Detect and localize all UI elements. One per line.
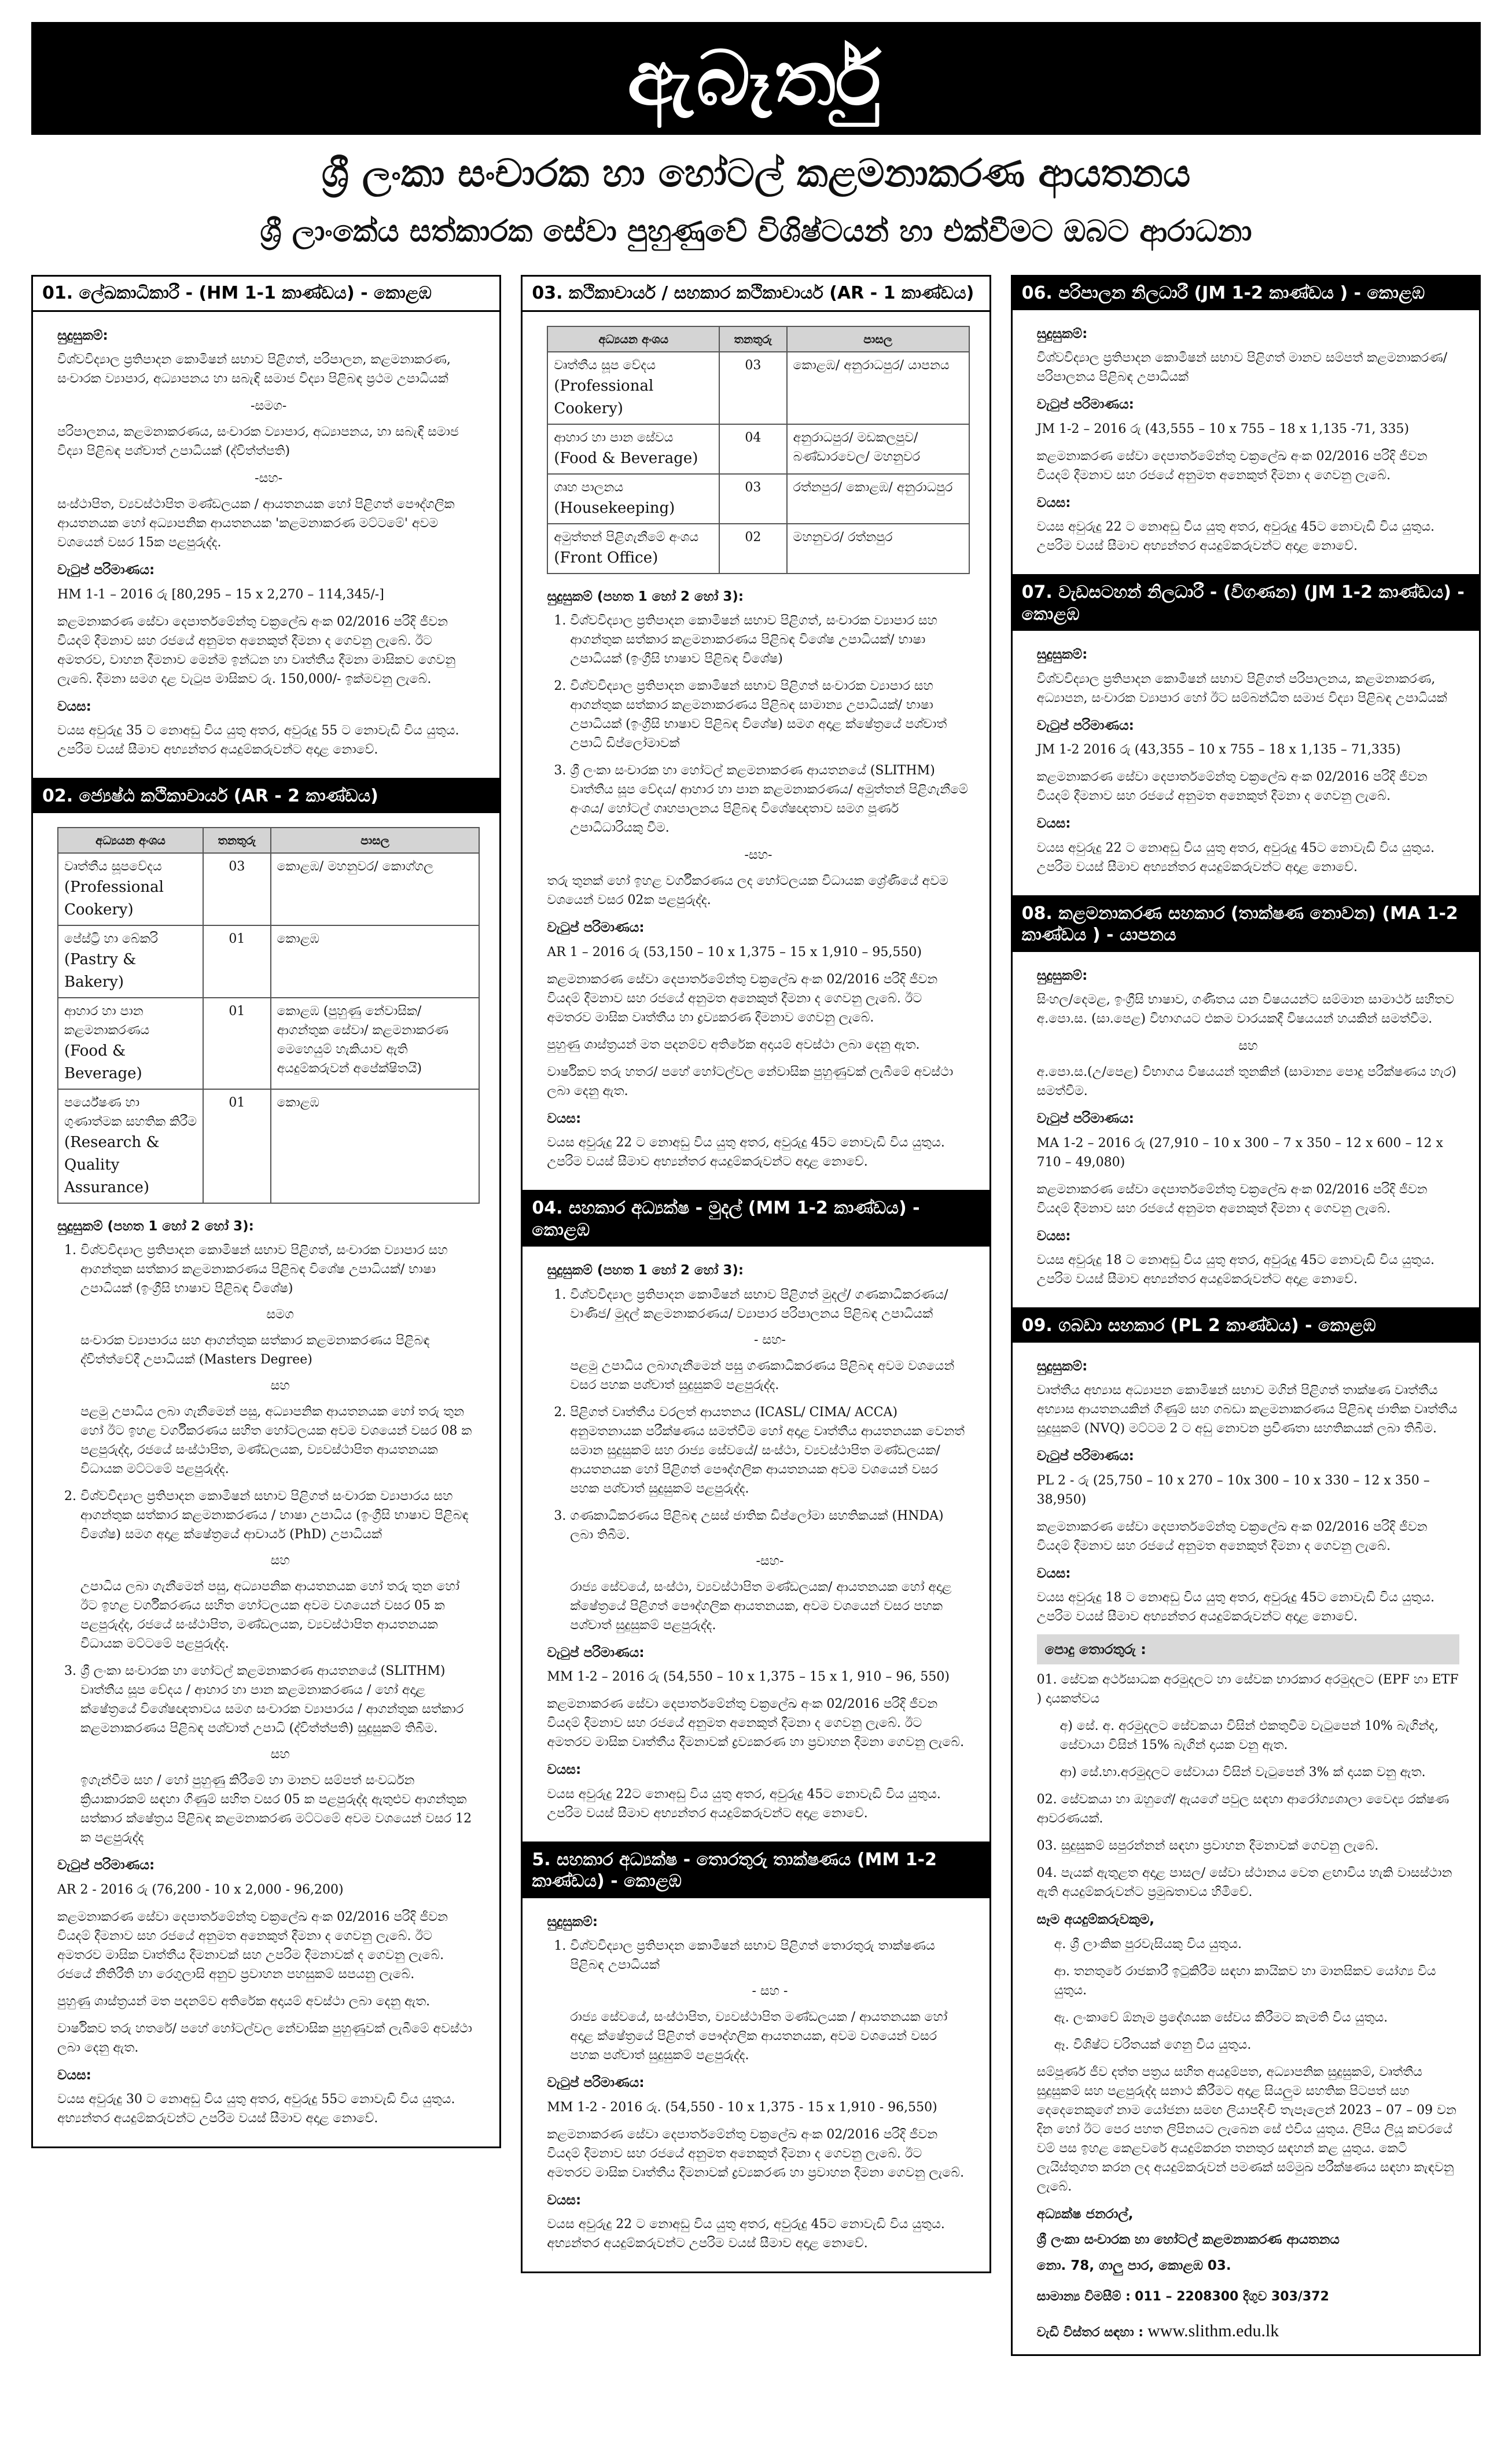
dept-en: (Front Office): [554, 549, 658, 567]
general-item: 02. සේවකයා හා ඔහුගේ/ ඇයගේ පවුල සඳහා ආරෝග්‍යශාලා වෛද්‍ය රක්ෂණ ආවරණයක්.: [1036, 1792, 1450, 1826]
salary-scale: AR 1 – 2016 රු (53,150 – 10 x 1,375 – 15 x 1,910 – 95,550): [547, 944, 922, 960]
separator: සහ: [270, 1379, 290, 1393]
separator: - සහ -: [752, 1984, 788, 1998]
vacancy-heading: 5. සහකාර අධ්‍යක්ෂ - තොරතුරු තාක්ෂණය (MM 1-2 කාණ්ඩය) - කොළඹ: [523, 1843, 989, 1898]
text: වාර්ෂිකව තරු හතර/ පහේ හෝටල්වල නේවාසික පුහුණුවක් ලැබීමේ අවස්ථා ලබා දෙනු ඇත.: [547, 1064, 954, 1098]
qualification-list: [57, 1241, 480, 1847]
text: කළමනාකරණ සේවා දෙපාර්තමේන්තු චක්‍රලේඛ අංක 02/2016 පරිදි ජීවන වියදම් දීමනාව සහ රජයේ අනුමත අනෙකුත් දීමනා ද ගෙවනු ලැබේ. ඊට අමතරව මාසික වෘත්තීය දීමනාවක් සහ උපරිම දීමනාවක් ද ගෙවනු ලැබේ. රජයේ නීතිරීති හා රෙගුලාසි අනුව ප්‍රවාහන පහසුකම් සපයනු ලැබේ.: [57, 1909, 448, 1982]
age-title: වයස:: [1036, 1228, 1071, 1244]
qualifications-title: සුදුසුකම්:: [1036, 647, 1088, 662]
posts: 03: [719, 474, 787, 524]
dept-si: ආහාර හා පාන සේවය: [554, 430, 674, 445]
qualifications-title: සුදුසුකම්:: [1036, 1358, 1088, 1374]
salary-title: වැටුප් පරිමාණය:: [1036, 1111, 1134, 1126]
vacancy-heading: 06. පරිපාලන නිලධාරී (JM 1-2 කාණ්ඩය ) - කොළඹ: [1013, 277, 1479, 310]
age-title: වයස:: [57, 2067, 91, 2083]
list-item: 1. විශ්වවිද්‍යාල ප්‍රතිපාදන කොමිෂන් සභාව පිළිගත්, සංචාරක ව්‍යාපාර සහ ආගන්තුක සත්කාර කළමනාකරණය පිළිබඳ විශේෂ උපාධියක්/ භාෂා උපාධියක් (ඉංග්‍රීසි භාෂාව පිළිබඳ විශේෂ): [570, 611, 969, 668]
dept-si: අමුත්තන් පිළිගැනීමේ අංශය: [554, 530, 699, 545]
salary-scale: MM 1-2 - 2016 රු. (54,550 - 10 x 1,375 - 15 x 1,910 - 96,550): [547, 2100, 937, 2115]
signatory-org: ශ්‍රී ලංකා සංචාරක හා හෝටල් කළමනාකරණ ආයතනය: [1036, 2232, 1340, 2247]
qualifications-title: සුදුසුකම් (පහත 1 හෝ 2 හෝ 3):: [57, 1218, 254, 1234]
text: කළමනාකරණ සේවා දෙපාර්තමේන්තු චක්‍රලේඛ අංක 02/2016 පරිදි ජීවන වියදම් දීමනාව සහ රජයේ අනුමත අනෙකුත් දීමනා ද ගෙවනු ලැබේ. ඊට අමතරව, වාහන දීමනාව මෙන්ම ඉන්ධන හා වෘත්තීය දීමනා මාසිකව ගෙවනු ලැබේ. දීමනා සමග දළ වැටුප මාසිකව රු. 150,000/- ඉක්මවනු ලැබේ.: [57, 614, 456, 686]
organization-name: ශ්‍රී ලංකා සංචාරක හා හෝටල් කළමනාකරණ ආයතනය: [321, 151, 1191, 196]
age-text: වයස අවුරුදු 35 ට නොඅඩු විය යුතු අතර, අවුරුදු 55 ට නොවැඩි විය යුතුය. උපරිම වයස් සීමාව අභ්‍යන්තර අයදුම්කරුවන්ට අදාළ නොවේ.: [57, 723, 459, 757]
separator: -සහ-: [756, 1553, 784, 1568]
qualifications-title: සුදුසුකම්:: [57, 328, 108, 343]
salary-scale: HM 1-1 – 2016 රු [80,295 – 15 x 2,270 – 114,345/-]: [57, 587, 384, 602]
vacancy-09: [1011, 1309, 1481, 2356]
list-item: [80, 1662, 480, 1847]
separator: සහ: [270, 1747, 290, 1762]
eligibility-item: ආ. තනතුරේ රාජකාරී ඉටුකිරීම සඳහා කායිකව හා මානසිකව යෝග්‍ය විය යුතුය.: [1054, 1964, 1436, 1998]
vacancy-02: [31, 780, 501, 2148]
salary-scale: MA 1-2 – 2016 රු (27,910 – 10 x 300 – 7 x 350 – 12 x 600 – 12 x 710 – 49,080): [1036, 1135, 1443, 1170]
column-1: [31, 275, 501, 2356]
dept-si: පර්යේෂණ හා ගුණාත්මක සහතික කිරීම: [64, 1095, 197, 1129]
banner-title: ඇබෑර්තු: [31, 22, 1481, 135]
school: අනුරාධපුර/ මඩකලපුව/ බණ්ඩාරවෙල/ මහනුවර: [787, 424, 969, 474]
separator: සහ: [1238, 1039, 1258, 1053]
vacancy-01: [31, 275, 501, 780]
vacancy-05: [521, 1843, 991, 2274]
tagline: ශ්‍රී ලාංකේය සත්කාරක සේවා පුහුණුවේ විශිෂ්ටයන් හා එක්වීමට ඔබට ආරාධනා: [260, 214, 1252, 249]
table-header: තනතුරු: [203, 828, 271, 853]
eligibility-item: ඇ. ලංකාවේ ඕනෑම ප්‍රදේශයක සේවය කිරීමට කැමති විය යුතුය.: [1054, 2010, 1388, 2025]
text: වෘත්තීය අභ්‍යාස අධ්‍යාපන කොමිෂන් සභාව මගින් පිළිගත් තාක්ෂණ වෘත්තීය අභ්‍යාස ආයතනයකින් ගිණුම් සහ ගබඩා කළමනාකරණය පිළිබඳ ජාතික වෘත්තීය සුදුසුකම් (NVQ) මට්ටම 2 ට අඩු නොවන ප්‍රවීණතා සහතිකයක් ලබා තිබීම.: [1036, 1383, 1458, 1436]
separator: -සමග-: [251, 399, 287, 413]
text: සංචාරක ව්‍යාපාරය සහ ආගන්තුක සත්කාර කළමනාකරණය පිළිබඳ ද්විත්ත්වේදී උපාධියක් (Masters Degree): [80, 1333, 430, 1367]
dept-si: පේස්ට්‍රි හා බේකරි: [64, 931, 158, 946]
list-item: [570, 1506, 969, 1635]
age-title: වයස:: [1036, 816, 1071, 831]
school: මහනුවර/ රත්නපුර: [787, 524, 969, 574]
text: විශ්වවිද්‍යාල ප්‍රතිපාදන කොමිෂන් සභාව පිළිගත්, පරිපාලන, කළමනාකරණ, සංචාරක ව්‍යාපාර, අධ්‍යාපනය හා සබැඳි සමාජ විද්‍යා පිළිබඳ ප්‍රථම උපාධියක්: [57, 352, 451, 386]
text: කළමනාකරණ සේවා දෙපාර්තමේන්තු චක්‍රලේඛ අංක 02/2016 පරිදි ජීවන වියදම් දීමනාව සහ රජයේ අනුමත අනෙකුත් දීමනා ද ගෙවනු ලැබේ. ඊට අමතරව මාසික වෘත්තීය දීමනාවක් ද්‍රව්‍යකරණ හා ප්‍රවාහන දීමනා ගෙවනු ලැබේ.: [547, 1697, 965, 1749]
eligibility-item: අ. ශ්‍රී ලාංකික පුරවැසියකු විය යුතුය.: [1054, 1936, 1242, 1951]
text: පරිපාලනය, කළමනාකරණය, සංචාරක ව්‍යාපාර, අධ්‍යාපනය, හා සබැඳි සමාජ විද්‍යා පිළිබඳ පශ්චාත් උපාධියක් (ද්විත්ත්පති): [57, 425, 459, 458]
contact-web: [1037, 2318, 1459, 2344]
posts: 03: [719, 352, 787, 424]
qualifications-title: සුදුසුකම්:: [547, 1914, 598, 1929]
table-header: තනතුරු: [719, 326, 787, 352]
list-item: [570, 1936, 969, 2065]
general-subitem: අ) සේ. අ. අරමුදලට සේවකයා විසින් එකතුවීම වැටුපෙන් 10% බැගින්ද, සේවායා විසින් 15% බැගින් දායක වනු ඇත.: [1059, 1719, 1439, 1752]
age-title: වයස:: [57, 699, 91, 714]
table-row: [547, 424, 969, 474]
web-label: වැඩි විස්තර සඳහා :: [1036, 2325, 1144, 2340]
website-link[interactable]: www.slithm.edu.lk: [1147, 2321, 1279, 2340]
text: විශ්වවිද්‍යාල ප්‍රතිපාදන කොමිෂන් සභාව පිළිගත් මානව සම්පත් කළමනාකරණ/ පරිපාලනය පිළිබඳ උපාධියක්: [1036, 351, 1448, 384]
vacancy-06: [1011, 275, 1481, 576]
school: කොළඹ: [271, 1089, 480, 1203]
salary-title: වැටුප් පරිමාණය:: [547, 920, 645, 935]
age-title: වයස:: [547, 1111, 582, 1126]
salary-scale: PL 2 - රු (25,750 – 10 x 270 – 10x 300 – 10 x 330 – 12 x 350 – 38,950): [1036, 1473, 1430, 1507]
vacancy-heading: 03. කථිකාචාර්ය / සහකාර කථිකාචාර්ය (AR - 1 කාණ්ඩය): [523, 277, 989, 312]
text: 1. විශ්වවිද්‍යාල ප්‍රතිපාදන කොමිෂන් සභාව පිළිගත් තොරතුරු තාක්ෂණය පිළිබඳ උපාධියක්: [570, 1939, 935, 1972]
vacancy-07: [1011, 576, 1481, 897]
phone-label: සාමාන්‍ය විමසීම් :: [1036, 2289, 1131, 2304]
qualifications-title: සුදුසුකම්:: [1036, 968, 1088, 983]
qualifications-title: සුදුසුකම්:: [1036, 326, 1088, 341]
column-2: [521, 275, 991, 2356]
table-row: [547, 524, 969, 574]
separator: සහ: [270, 1553, 290, 1568]
posts: 03: [203, 853, 271, 925]
table-row: [547, 352, 969, 424]
dept-en: (Professional Cookery): [64, 878, 164, 918]
salary-scale: JM 1-2 2016 රු (43,355 – 10 x 755 – 18 x 1,135 – 71,335): [1036, 743, 1401, 757]
text: රාජ්‍ය සේවයේ, සංස්ථාපිත, ව්‍යවස්ථාපිත මණ්ඩලයක / ආයතනයක හෝ අදාළ ක්ෂේත්‍රයේ පිළිගත් පෞද්ගලික ආයතනයක, අවම වශයෙන් වසර පහක පශ්චාත් සුදුසුකම් පළපුරුද්ද.: [570, 2010, 948, 2063]
list-item: 3. ශ්‍රී ලංකා සංචාරක හා හෝටල් කළමනාකරණ ආයතනයේ (SLITHM) වෘත්තීය සූප වේදය/ ආහාර හා පාන කළමනාකරණය/ අමුත්තන් පිළිගැනීමේ අංශය/ හෝටල් ගෘහපාලනය පිළිබඳ විශේෂඥතාව සමග පූර්ණ උපාධිධාරියකු වීම.: [570, 761, 969, 837]
salary-title: වැටුප් පරිමාණය:: [547, 2075, 645, 2090]
columns: [23, 275, 1489, 2356]
table-row: [58, 1089, 479, 1203]
posts: 01: [203, 1089, 271, 1203]
closing-text: සම්පූර්ණ ජීව දත්ත පත්‍රය සහිත අයදුම්පත, අධ්‍යාපනික සුදුසුකම්, වෘත්තීය සුදුසුකම් සහ පළපුරුද්ද සනාථ කිරීමට අදාළ සියලුම සහතික පිටපත් සහ දෙදෙනෙකුගේ නාම යෝජනා සමඟ ලියාපදිංචි තැපෑලෙන් 2023 – 07 – 09 වන දින හෝ ඊට පෙර පහත ලිපිනයට ලැබෙන සේ එවිය යුතුය. ලිපිය ලියූ කවරයේ වම් පස ඉහළ කෙළවරේ අයදුම්කරන තනතුර සඳහන් කළ යුතුය. කෙටි ලැයිස්තුගත කරන ලද අයදුම්කරුවන් පමණක් සම්මුඛ පරීක්ෂණය සඳහා කැඳවනු ලැබේ.: [1036, 2064, 1456, 2194]
text: අ.පො.ස.(උ/පෙළ) විභාගය විෂයයන් තුනකින් (සාමාන්‍ය පොදු පරීක්ෂණය හැර) සමත්වීම.: [1036, 1065, 1456, 1098]
separator: සමග: [266, 1307, 294, 1322]
age-text: වයස අවුරුදු 18 ට නොඅඩු විය යුතු අතර, අවුරුදු 45ට නොවැඩි විය යුතුය. උපරිම වයස් සීමාව අභ්‍යන්තර අයදුම්කරුවන්ට අදාළ නොවේ.: [1036, 1253, 1435, 1287]
vacancy-08: [1011, 897, 1481, 1310]
dept-si: වෘත්තීය සූප වේදය: [554, 358, 656, 373]
dept-en: (Housekeeping): [554, 499, 675, 517]
age-text: වයස අවුරුදු 22 ට නොඅඩු විය යුතු අතර, අවුරුදු 45ට නොවැඩි විය යුතුය. උපරිම වයස් සීමාව අභ්‍යන්තර අයදුම්කරුවන්ට අදාළ නොවේ.: [1036, 840, 1435, 874]
text: කළමනාකරණ සේවා දෙපාර්තමේන්තු චක්‍රලේඛ අංක 02/2016 පරිදි ජීවන වියදම් දීමනාව සහ රජයේ අනුමත අනෙකුත් දීමනා ද ගෙවනු ලැබේ. ඊට අමතරව මාසික වෘත්තීය දීමනාවක් ද්‍රව්‍යකරණ හා ප්‍රවාහන දීමනා ගෙවනු ලැබේ.: [547, 2127, 965, 2180]
separator: - සහ-: [753, 1332, 786, 1347]
table-row: [58, 998, 479, 1089]
vacancy-heading: 04. සහකාර අධ්‍යක්ෂ - මුදල් (MM 1-2 කාණ්ඩය) - කොළඹ: [523, 1192, 989, 1247]
salary-title: වැටුප් පරිමාණය:: [57, 563, 155, 578]
text: 3. ශ්‍රී ලංකා සංචාරක හා හෝටල් කළමනාකරණ ආයතනයේ (SLITHM) වෘත්තීය සූප වේදය / ආහාර හා පාන කළමනාකරණය / හෝ අදාළ ක්ෂේත්‍රයේ විශේෂඥතාවය සමග සංචාරක ව්‍යාපාරය / ආගන්තුක සත්කාර කළමනාකරණය පිළිබඳ පශ්චාත් උපාධි (ද්විත්ත්පති) සුදුසුකම් තිබීම.: [80, 1664, 464, 1736]
salary-title: වැටුප් පරිමාණය:: [1036, 718, 1134, 733]
table-header: අධ්‍යයන අංශය: [58, 828, 203, 853]
department-table: [547, 326, 969, 574]
text: 1. විශ්වවිද්‍යාල ප්‍රතිපාදන කොමිෂන් සභාව පිළිගත් මුදල්/ ගණකාධිකරණය/ වාණිජ/ මුදල් කළමනාකරණය/ ව්‍යාපාර පරිපාලනය පිළිබඳ උපාධියක්: [570, 1287, 948, 1321]
dept-si: ආහාර හා පාන කළමනාකරණය: [64, 1004, 150, 1038]
salary-title: වැටුප් පරිමාණය:: [57, 1858, 155, 1873]
salary-title: වැටුප් පරිමාණය:: [1036, 397, 1134, 412]
text: පළමු උපාධිය ලබාගැනීමෙන් පසු ගණකාධිකරණය පිළිබඳ අවම වශයෙන් වසර පහක පශ්චාත් සුදුසුකම් පළපුරුද්ද.: [570, 1358, 955, 1392]
salary-title: වැටුප් පරිමාණය:: [547, 1645, 645, 1660]
age-text: වයස අවුරුදු 18 ට නොඅඩු විය යුතු අතර, අවුරුදු 45ට නොවැඩි විය යුතුය. උපරිම වයස් සීමාව අභ්‍යන්තර අයදුම්කරුවන්ට අදාළ නොවේ.: [1036, 1590, 1435, 1624]
table-header: පාසල: [787, 326, 969, 352]
text: වාර්ෂිකව තරු හතරේ/ පහේ හෝටල්වල නේවාසික පුහුණුවක් ලැබීමේ අවස්ථා ලබා දෙනු ඇත.: [57, 2021, 472, 2055]
salary-title: වැටුප් පරිමාණය:: [1036, 1449, 1134, 1464]
vacancy-heading: 02. ජ්‍යෙෂ්ඨ කථිකාචාර්ය (AR - 2 කාණ්ඩය): [33, 780, 499, 813]
text: ඉගැන්වීම සහ / හෝ පුහුණු කිරීමේ හා මානව සම්පත් සංවර්ධන ක්‍රියාකාරකම් සඳහා ගිණුම් සහිත වසර 05 ක පළපුරුද්ද ඇතුළුව ආගන්තුක සත්කාර ක්ෂේත්‍රය පිළිබඳ කළමනාකරණ මට්ටමේ අවම වශයෙන් වසර 12 ක පළපුරුද්ද: [80, 1773, 472, 1845]
dept-en: (Food & Beverage): [554, 449, 698, 467]
eligibility-item: ඈ. විශිෂ්ට චරිතයක් ගෙනු විය යුතුය.: [1054, 2037, 1252, 2052]
text: පළමු උපාධිය ලබා ගැනීමෙන් පසු, අධ්‍යාපනික ආයතනයක හෝ තරු තුන හෝ ඊට ඉහළ වර්ගීකරණය සහිත හෝටලයක අවම වශයෙන් වසර 08 ක පළපුරුද්ද, රජයේ සංස්ථාපිත, මණ්ඩලයක, ව්‍යවස්ථාපිත ආයතනයක විධායක මට්ටමේ පළපුරුද්ද.: [80, 1405, 472, 1476]
age-text: වයස අවුරුදු 22 ට නොඅඩු විය යුතු අතර, අවුරුදු 45ට නොවැඩි විය යුතුය. උපරිම වයස් සීමාව අභ්‍යන්තර අයදුම්කරුවන්ට අදාළ නොවේ.: [1036, 520, 1435, 553]
posts: 04: [719, 424, 787, 474]
text: සංස්ථාපිත, ව්‍යවස්ථාපිත මණ්ඩලයක / ආයතනයක හෝ පිළිගත් පෞද්ගලික ආයතනයක හෝ අධ්‍යාපනික ආයතනයක 'කළමනාකරණ මට්ටමේ' අවම වශයෙන් වසර 15ක පළපුරුද්ද.: [57, 497, 455, 550]
text: තරු තුනක් හෝ ඉහළ වර්ගීකරණය ලද හෝටලයක විධායක ශ්‍රේණියේ අවම වශයෙන් වසර 02ක පළපුරුද්ද.: [547, 874, 948, 907]
school: කොළඹ (පුහුණු නේවාසික/ ආගන්තුක සේවා/ කළමනාකරණ මෙහෙයුම් හැකියාව ඇති අයදුම්කරුවන් අපේක්ෂිතයි): [271, 998, 480, 1089]
list-item: [80, 1487, 480, 1653]
table-row: [58, 853, 479, 925]
vacancy-heading: 08. කළමනාකරණ සහකාර (තාක්ෂණ නොවන) (MA 1-2 කාණ්ඩය ) - යාපනය: [1013, 897, 1479, 952]
text: විශ්වවිද්‍යාල ප්‍රතිපාදන කොමිෂන් සභාව පිළිගත් පරිපාලනය, කළමනාකරණ, අධ්‍යාපන, සංචාරක ව්‍යාපාර හෝ ඊට සම්බන්ධිත සමාජ විද්‍යා පිළිබඳ උපාධියක්: [1036, 671, 1447, 705]
separator: -සහ-: [255, 471, 283, 486]
salary-scale: JM 1-2 – 2016 රු (43,555 – 10 x 755 – 18 x 1,135 -71, 335): [1036, 421, 1410, 436]
age-title: වයස:: [547, 2192, 582, 2208]
list-item: [570, 1285, 969, 1395]
qualifications-title: සුදුසුකම් (පහත 1 හෝ 2 හෝ 3):: [547, 1263, 744, 1278]
age-text: වයස අවුරුදු 30 ට නොඅඩු විය යුතු අතර, අවුරුදු 55ට නොවැඩි විය යුතුය. අභ්‍යන්තර අයදුම්කරුවන්ට උපරිම වයස් සීමාව අදාළ නොවේ.: [57, 2092, 455, 2126]
table-row: [58, 925, 479, 998]
list-item: 2. විශ්වවිද්‍යාල ප්‍රතිපාදන කොමිෂන් සභාව පිළිගත් සංචාරක ව්‍යාපාර සහ ආගන්තුක සත්කාර කළමනාකරණය පිළිබඳ සාමාන්‍ය උපාධියක්/ භාෂා උපාධියක් (ඉංග්‍රීසි භාෂාව පිළිබඳ විශේෂ) සමග අදාළ ක්ෂේත්‍රයේ පශ්චාත් උපාධි ඩිප්ලෝමාවක්: [570, 677, 969, 753]
age-title: වයස:: [1036, 495, 1071, 510]
table-row: [547, 474, 969, 524]
department-table: [57, 827, 480, 1204]
qualification-list: [547, 1285, 969, 1635]
advertisement-page: [0, 22, 1512, 2459]
phone-number: 011 – 2208300 දිගුව 303/372: [1134, 2289, 1329, 2304]
text: කළමනාකරණ සේවා දෙපාර්තමේන්තු චක්‍රලේඛ අංක 02/2016 පරිදි ජීවන වියදම් දීමනාව සහ රජයේ අනුමත අනෙකුත් දීමනා ද ගෙවනු ලැබේ.: [1036, 770, 1428, 803]
text: 2. විශ්වවිද්‍යාල ප්‍රතිපාදන කොමිෂන් සභාව පිළිගත් සංචාරක ව්‍යාපාරය සහ ආගන්තුක සත්කාර කළමනාකරණය / භාෂා උපාධිය (ඉංග්‍රීසි භාෂාව පිළිබඳ විශේෂ) සමග අදාළ ක්ෂේත්‍රයේ ආචාර්ය (PhD) උපාධියක්: [80, 1489, 469, 1542]
text: පුහුණු ශාස්ත්‍රයන් මත පදනම්ව අතිරේක අදායම් අවස්ථා ලබා දෙනු ඇත.: [57, 1994, 431, 2009]
column-3: [1011, 275, 1481, 2356]
text: කළමනාකරණ සේවා දෙපාර්තමේන්තු චක්‍රලේඛ අංක 02/2016 පරිදි ජීවන වියදම් දීමනාව සහ රජයේ අනුමත අනෙකුත් දීමනා ද ගෙවනු ලැබේ.: [1036, 1519, 1428, 1553]
vacancy-04: [521, 1192, 991, 1843]
general-item: 01. සේවක අර්ථසාධක අරමුදලට හා සේවක භාරකාර අරමුදලට (EPF හා ETF ) දායකත්වය: [1036, 1673, 1459, 1706]
text: උපාධිය ලබා ගැනීමෙන් පසු, අධ්‍යාපනික ආයතනයක හෝ තරු තුන හෝ ඊට ඉහළ වර්ගීකරණය සහිත හෝටලයක අවම වශයෙන් වසර 05 ක පළපුරුද්ද, රජයේ සංස්ථාපිත, මණ්ඩලයක, ව්‍යවස්ථාපිත ආයතනයක විධායක මට්ටමේ පළපුරුද්ද.: [80, 1579, 460, 1651]
text: රාජ්‍ය සේවයේ, සංස්ථා, ව්‍යවස්ථාපිත මණ්ඩලයක/ ආයතනයක හෝ අදාළ ක්ෂේත්‍රයේ පිළිගත් පෞද්ගලික ආයතනයක, අවම වශයෙන් වසර පහක පශ්චාත් සුදුසුකම් පළපුරුද්ද.: [570, 1579, 952, 1633]
dept-en: (Food & Beverage): [64, 1042, 142, 1082]
text: පුහුණු ශාස්ත්‍රයන් මත පදනම්ව අතිරේක අදායම් අවස්ථා ලබා දෙනු ඇත.: [547, 1037, 920, 1052]
general-item: 03. සුදුසුකම් සපුරන්නන් සඳහා ප්‍රවාහන දීමනාවක් ගෙවනු ලැබේ.: [1036, 1839, 1379, 1853]
contact-phone: [1037, 2287, 1459, 2306]
school: කොළඹ: [271, 925, 480, 998]
qualification-list: [547, 1936, 969, 2065]
vacancy-heading: 01. ලේඛකාධිකාරී - (HM 1-1 කාණ්ඩය) - කොළඹ: [33, 277, 499, 312]
school: රත්නපුර/ කොළඹ/ අනුරාධපුර: [787, 474, 969, 524]
age-title: වයස:: [547, 1762, 582, 1777]
table-header: අධ්‍යයන අංශය: [547, 326, 719, 352]
qualifications-title: සුදුසුකම් (පහත 1 හෝ 2 හෝ 3):: [547, 589, 744, 604]
signatory-address: නො. 78, ගාලු පාර, කොළඹ 03.: [1036, 2258, 1231, 2273]
text: කළමනාකරණ සේවා දෙපාර්තමේන්තු චක්‍රලේඛ අංක 02/2016 පරිදි ජීවන වියදම් දීමනාව සහ රජයේ අනුමත අනෙකුත් දීමනා ද ගෙවනු ලැබේ.: [1036, 449, 1428, 483]
text: කළමනාකරණ සේවා දෙපාර්තමේන්තු චක්‍රලේඛ අංක 02/2016 පරිදි ජීවන වියදම් දීමනාව සහ රජයේ අනුමත අනෙකුත් දීමනා ද ගෙවනු ලැබේ. ඊට අමතරව මාසික වෘත්තීය හා ද්‍රව්‍යකරණ දීමනාව ගෙවනු ලැබේ.: [547, 972, 938, 1025]
school: කොළඹ/ මහනුවර/ කොග්ගල: [271, 853, 480, 925]
vacancy-heading: 09. ගබඩා සහකාර (PL 2 කාණ්ඩය) - කොළඹ: [1013, 1309, 1479, 1343]
text: 3. ගණකාධිකරණය පිළිබඳ උසස් ජාතික ඩිප්ලෝමා සහතිකයක් (HNDA) ලබා තිබීම.: [570, 1508, 944, 1542]
dept-si: වෘත්තීය සූපවේදය: [64, 859, 162, 874]
dept-en: (Research & Quality Assurance): [64, 1133, 160, 1196]
text: කළමනාකරණ සේවා දෙපාර්තමේන්තු චක්‍රලේඛ අංක 02/2016 පරිදි ජීවන වියදම් දීමනාව සහ රජයේ අනුමත අනෙකුත් දීමනා ද ගෙවනු ලැබේ.: [1036, 1182, 1428, 1216]
list-item: [80, 1241, 480, 1479]
text: සිංහල/දෙමළ, ඉංග්‍රීසි භාෂාව, ගණිතය යන විෂයයන්ට සම්මාන සාමාර්ථ සහිතව අ.පො.ස. (සා.පෙළ) විභාගයට එකම වාරයකදී විෂයයන් හයකින් සමත්වීම.: [1036, 993, 1454, 1026]
posts: 02: [719, 524, 787, 574]
posts: 01: [203, 998, 271, 1089]
age-title: වයස:: [1036, 1565, 1071, 1581]
salary-scale: MM 1-2 – 2016 රු (54,550 – 10 x 1,375 – 15 x 1, 910 – 96, 550): [547, 1670, 950, 1684]
dept-en: (Professional Cookery): [554, 377, 654, 417]
general-subitem: ආ) සේ.භා.අරමුදලට සේවායා විසින් වැටුපෙන් 3% ක් දායක වනු ඇත.: [1059, 1765, 1426, 1780]
eligibility-title: සෑම අයදුම්කරුවකුම,: [1036, 1912, 1154, 1927]
signatory-title: අධ්‍යක්ෂ ජනරාල්,: [1036, 2206, 1134, 2222]
general-item: 04. පැයක් ඇතුළත අදාළ පාසල/ සේවා ස්ථානය වෙත ළඟාවිය හැකි වාසස්ථාන ඇති අයදුම්කරුවන්ට ප්‍රමුඛතාවය හිමිවේ.: [1036, 1866, 1452, 1899]
age-text: වයස අවුරුදු 22 ට නොඅඩු විය යුතු අතර, අවුරුදු 45ට නොවැඩි විය යුතුය. අභ්‍යන්තර අයදුම්කරුවන්ට උපරිම වයස් සීමාව අදාළ නොවේ.: [547, 2217, 945, 2251]
dept-en: (Pastry & Bakery): [64, 950, 137, 991]
age-text: වයස අවුරුදු 22 ට නොඅඩු විය යුතු අතර, අවුරුදු 45ට නොවැඩි විය යුතුය. උපරිම වයස් සීමාව අභ්‍යන්තර අයදුම්කරුවන්ට අදාළ නොවේ.: [547, 1135, 945, 1169]
posts: 01: [203, 925, 271, 998]
list-item: 2. පිළිගත් වෘත්තීය වරලත් ආයතනය (ICASL/ CIMA/ ACCA) අනුමතනායක පරීක්ෂණය සමත්වීම හෝ අදාළ වෘත්තීය ආයතනයක වෙනත් සමාන සුදුසුකම් සහ රාජ්‍ය සේවයේ/ සංස්ථා, ව්‍යවස්ථාපිත මණ්ඩලයක/ ආයතනයක හෝ පිළිගත් පෞද්ගලික ආයතනයක අවම වශයෙන් වසර පහක පශ්චාත් සුදුසුකම් පළපුරුද්ද.: [570, 1403, 969, 1498]
vacancy-heading: 07. වැඩසටහන් නිලධාරී - (විගණන) (JM 1-2 කාණ්ඩය) - කොළඹ: [1013, 576, 1479, 631]
general-info-title: පොදු තොරතුරු :: [1037, 1634, 1459, 1664]
separator: -සහ-: [744, 848, 772, 862]
school: කොළඹ/ අනුරාධපුර/ යාපනය: [787, 352, 969, 424]
dept-si: ගෘහ පාලනය: [554, 480, 624, 495]
table-header: පාසල: [271, 828, 480, 853]
vacancy-03: [521, 275, 991, 1192]
text: 1. විශ්වවිද්‍යාල ප්‍රතිපාදන කොමිෂන් සභාව පිළිගත්, සංචාරක ව්‍යාපාර සහ ආගන්තුක සත්කාර කළමනාකරණය පිළිබඳ විශේෂ උපාධියක්/ භාෂා උපාධියක් (ඉංග්‍රීසි භාෂාව පිළිබඳ විශේෂ): [80, 1243, 448, 1296]
salary-scale: AR 2 - 2016 රු (76,200 - 10 x 2,000 - 96,200): [57, 1882, 344, 1897]
age-text: වයස අවුරුදු 22ට නොඅඩු විය යුතු අතර, අවුරුදු 45ට නොවැඩි විය යුතුය. උපරිම වයස් සීමාව අභ්‍යන්තර අයදුම්කරුවන්ට අදාළ නොවේ.: [547, 1787, 941, 1821]
qualification-list: [547, 611, 969, 837]
